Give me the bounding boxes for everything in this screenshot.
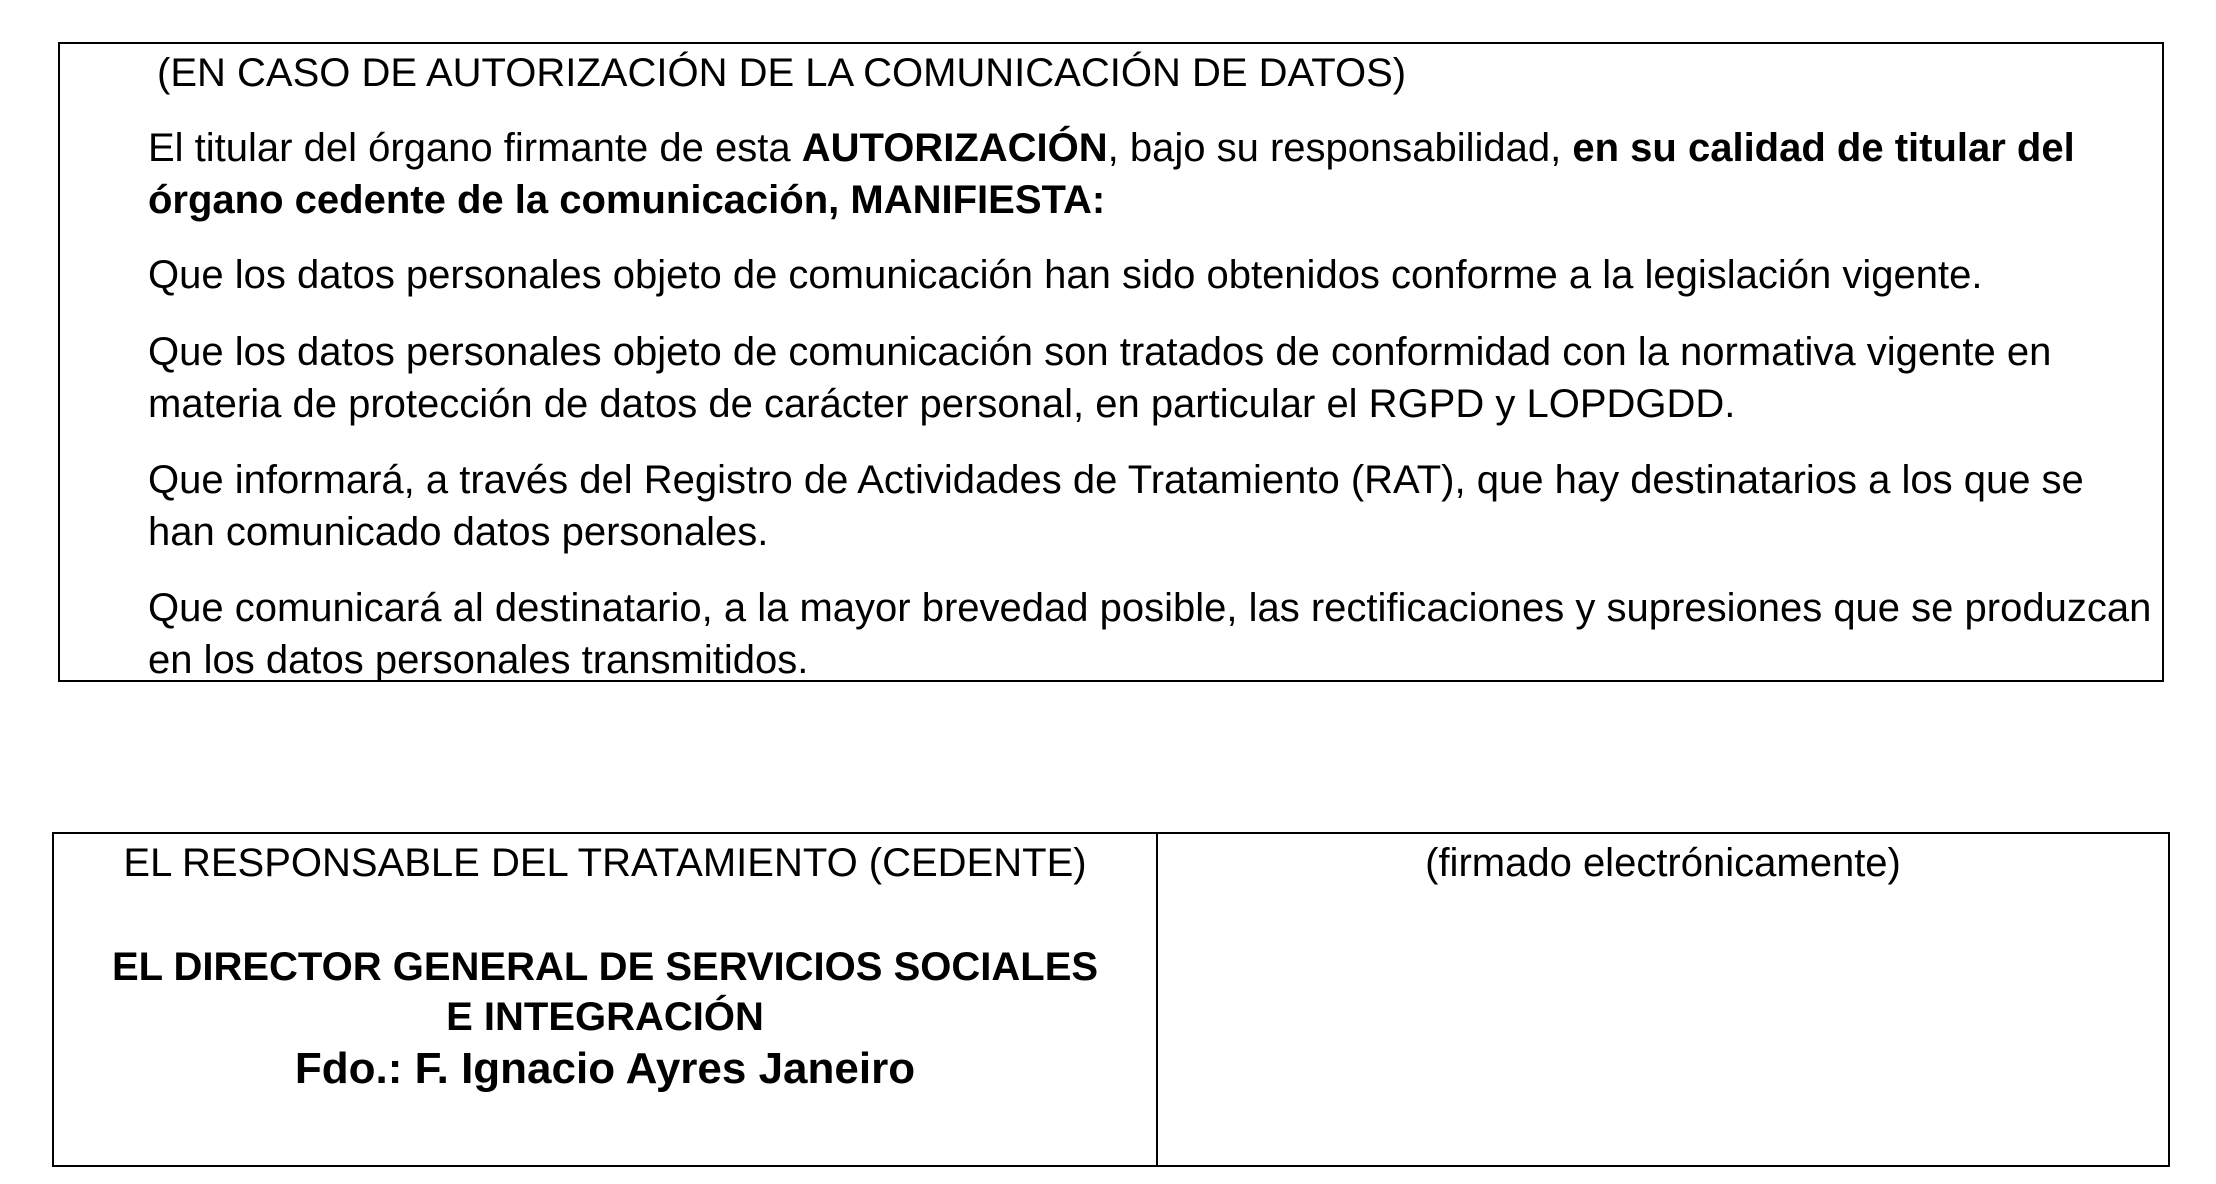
- intro-paragraph: [148, 122, 2158, 226]
- intro-bold-manifiesta: en su calidad de titular del órgano cedente de la comunicación, MANIFIESTA:: [148, 126, 2075, 222]
- statement-data-protection: Que los datos personales objeto de comunicación son tratados de conformidad con la normativa vigente en materia de protección de datos de carácter personal, en particular el RGPD y LOPDGDD.: [148, 330, 2052, 426]
- authority-line-1: EL DIRECTOR GENERAL DE SERVICIOS SOCIALES: [111, 945, 1099, 989]
- statement-rat-registry: Que informará, a través del Registro de Actividades de Tratamiento (RAT), que hay destinatarios a los que se han comunicado datos personales.: [148, 458, 2084, 554]
- intro-text-1: El titular del órgano firmante de esta: [148, 126, 802, 170]
- statement-rectifications: Que comunicará al destinatario, a la mayor brevedad posible, las rectificaciones y supresiones que se produzcan en los datos personales transmitidos.: [148, 586, 2152, 682]
- authority-line-2: E INTEGRACIÓN: [446, 995, 764, 1039]
- signer-name: Fdo.: F. Ignacio Ayres Janeiro: [294, 1044, 916, 1093]
- electronic-signature-note: (firmado electrónicamente): [1425, 841, 1901, 885]
- authority-title: [54, 942, 1156, 1042]
- signatory-cell: [54, 834, 1158, 1165]
- electronic-signature-cell: [1158, 834, 2168, 1165]
- authorization-box: [58, 42, 2164, 682]
- signature-box: [52, 832, 2170, 1167]
- intro-bold-authorization: AUTORIZACIÓN: [801, 126, 1108, 170]
- statement-legislation: Que los datos personales objeto de comunicación han sido obtenidos conforme a la legislación vigente.: [148, 253, 1983, 297]
- responsible-role: EL RESPONSABLE DEL TRATAMIENTO (CEDENTE): [123, 841, 1087, 885]
- authorization-title: (EN CASO DE AUTORIZACIÓN DE LA COMUNICACIÓN DE DATOS): [157, 51, 1407, 95]
- intro-text-2: , bajo su responsabilidad,: [1107, 126, 1573, 170]
